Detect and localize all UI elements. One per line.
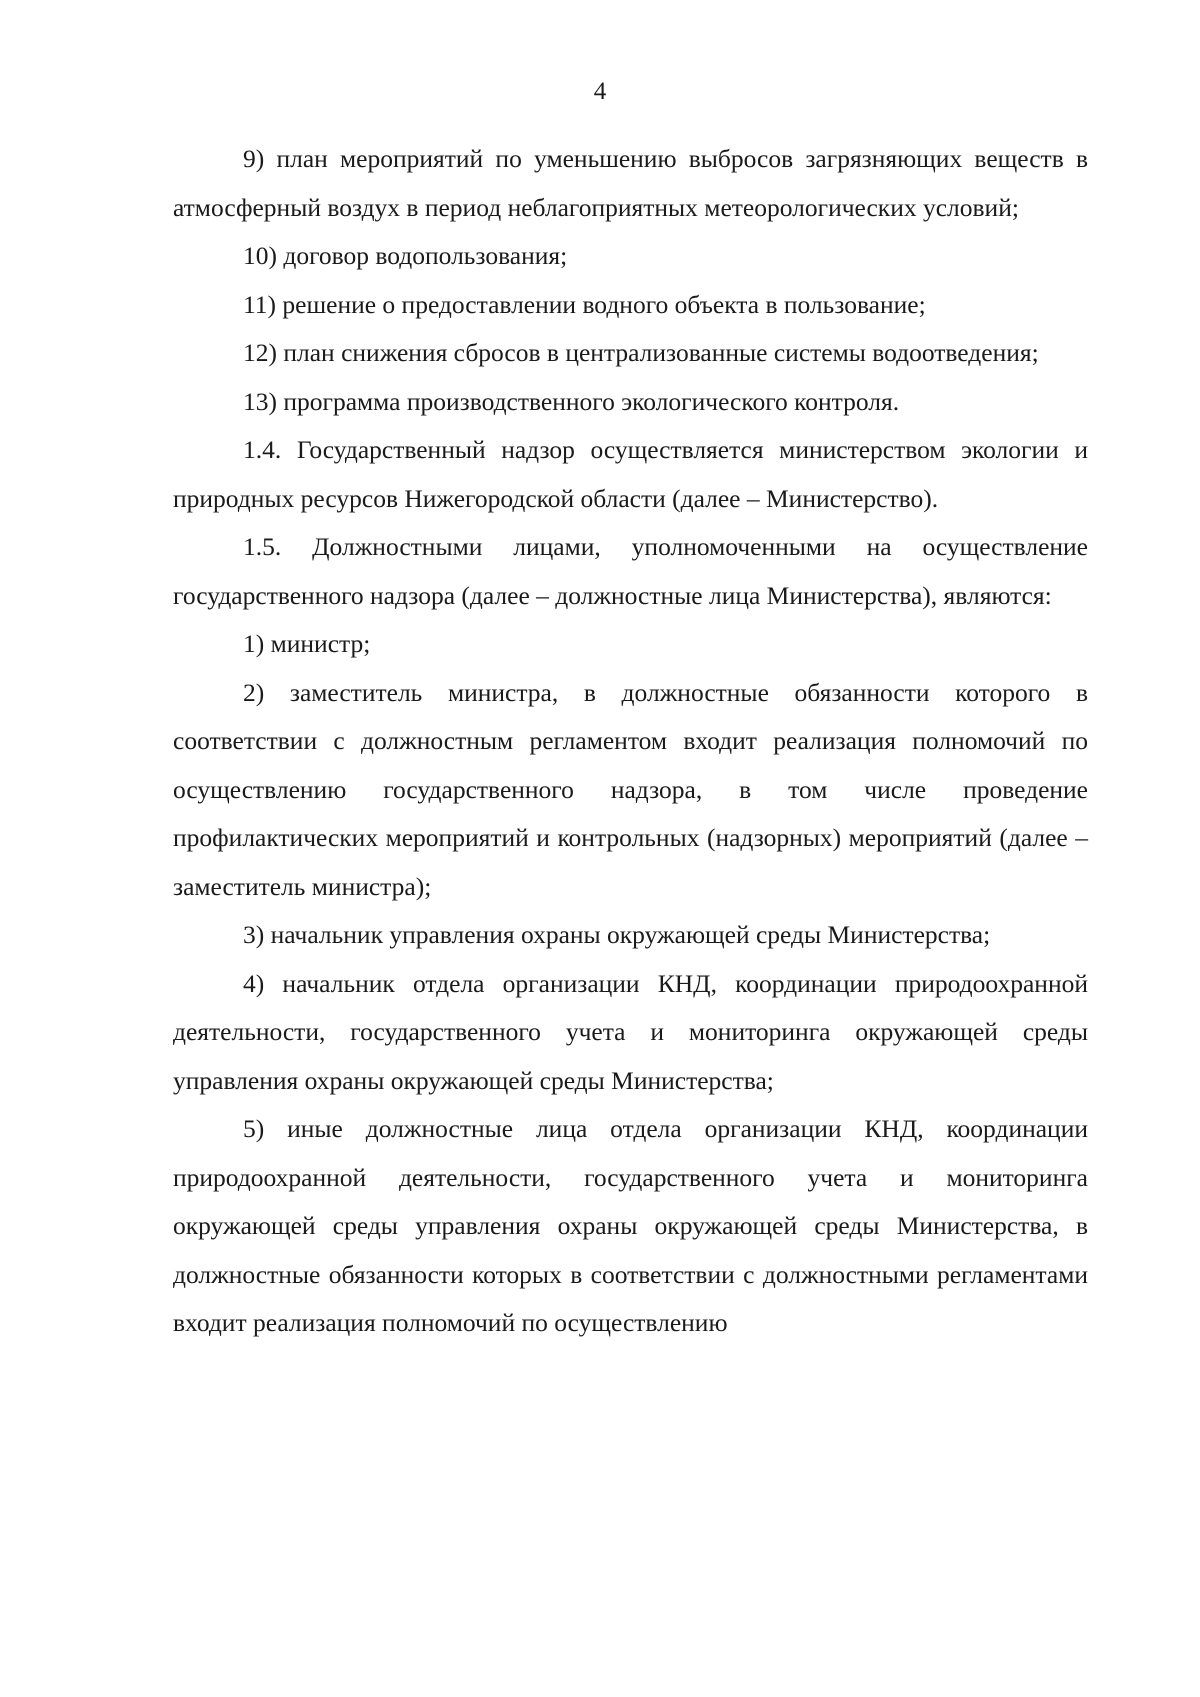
paragraph-clause-1-4: 1.4. Государственный надзор осуществляется министерством экологии и природных ресурсов Нижегородской области (далее – Министерство). (173, 435, 1088, 513)
paragraph-official-3: 3) начальник управления охраны окружающей среды Министерства; (243, 920, 991, 949)
paragraph-official-4: 4) начальник отдела организации КНД, координации природоохранной деятельности, государственного учета и мониторинга окружающей среды управления охраны окружающей среды Министерства; (173, 968, 1088, 1095)
paragraph-item-10: 10) договор водопользования; (243, 241, 568, 270)
page-number: 4 (593, 78, 607, 105)
paragraph-item-12: 12) план снижения сбросов в централизованные системы водоотведения; (243, 338, 1039, 367)
paragraph-official-1: 1) министр; (243, 629, 371, 658)
paragraph-item-13: 13) программа производственного экологического контроля. (243, 386, 900, 416)
paragraph-item-9: 9) план мероприятий по уменьшению выбросов загрязняющих веществ в атмосферный воздух в период неблагоприятных метеорологических условий; (173, 144, 1088, 222)
paragraph-official-5: 5) иные должностные лица отдела организации КНД, координации природоохранной деятельности, государственного учета и мониторинга окружающей среды управления охраны окружающей среды Министерства, в должностные обязанности которых в соответствии с должностными регламентами входит реализация полномочий по осуществлению (173, 1114, 1088, 1337)
paragraph-clause-1-5: 1.5. Должностными лицами, уполномоченными на осуществление государственного надзора (далее – должностные лица Министерства), являются: (173, 532, 1088, 610)
paragraph-item-11: 11) решение о предоставлении водного объекта в пользование; (243, 289, 926, 319)
document-body (173, 135, 1088, 1348)
paragraph-official-2: 2) заместитель министра, в должностные обязанности которого в соответствии с должностным регламентом входит реализация полномочий по осуществлению государственного надзора, в том числе проведение профилактических мероприятий и контрольных (надзорных) мероприятий (далее – заместитель министра); (173, 677, 1088, 901)
